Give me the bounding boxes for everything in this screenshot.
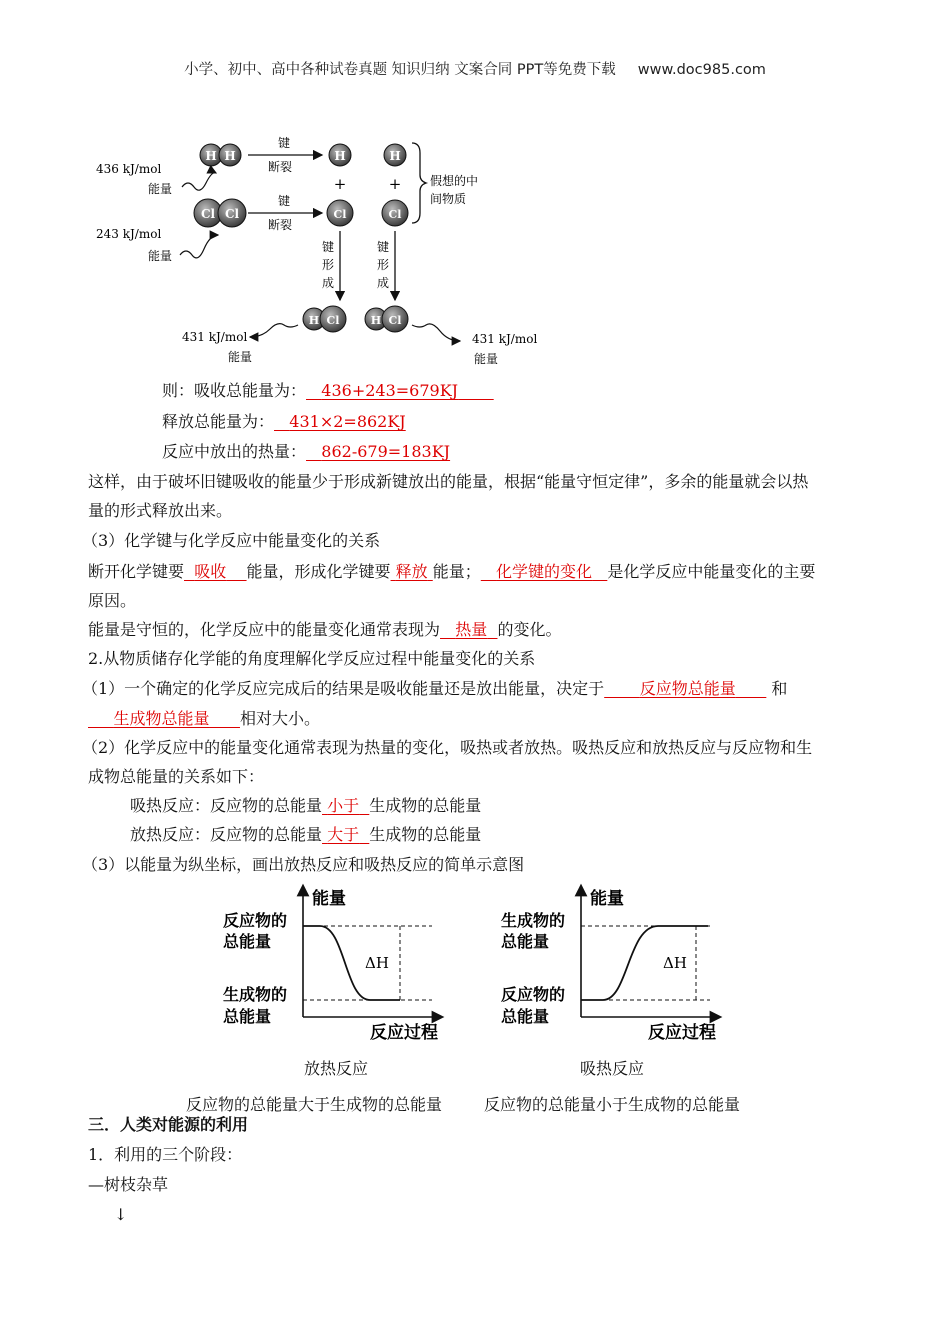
svg-text:H: H [308,314,320,327]
header-text: 小学、初中、高中各种试卷真题 知识归纳 文案合同 PPT等免费下载 [184,62,616,78]
svg-text:反应过程: 反应过程 [648,1023,716,1043]
s3-line1: 断开化学键要 吸收 能量，形成化学键要 释放 能量； 化学键的变化 是化学反应中能量变化的主要 [88,562,816,581]
svg-text:反应过程: 反应过程 [370,1023,438,1043]
svg-text:H: H [389,149,401,163]
svg-text:键: 键 [377,240,390,254]
answer-heat: 862-679=183KJ [321,442,451,461]
answer-absorb: 436+243=679KJ [321,381,459,400]
svg-text:H: H [370,314,382,327]
svg-text:间物质: 间物质 [430,192,467,206]
calc-absorb: 则：吸收总能量为： 436+243=679KJ [162,380,494,402]
q3-line: （3）以能量为纵坐标，画出放热反应和吸热反应的简单示意图 [82,855,525,874]
svg-text:键: 键 [322,240,335,254]
header-url[interactable]: www.doc985.com [637,62,766,78]
hcl-molecule-2 [365,306,408,332]
q1-line1: （1）一个确定的化学反应完成后的结果是吸收能量还是放出能量，决定于 反应物总能量 和 [82,679,788,698]
exo-line: 放热反应：反应物的总能量 大于 生成物的总能量 [130,825,482,844]
stage-1: —树枝杂草 [88,1175,169,1194]
svg-text:H: H [334,149,346,163]
energy-431-left: 431 kJ/mol [182,330,248,344]
svg-text:H: H [224,149,236,163]
svg-text:能量: 能量 [474,352,499,366]
svg-text:Cl: Cl [333,208,347,221]
section-3-item-1: 1．利用的三个阶段： [88,1145,243,1164]
page-header [0,58,950,79]
exo-desc: 反应物的总能量大于生成物的总能量 [186,1095,443,1114]
calc-release: 释放总能量为： 431×2=862KJ [162,412,406,431]
section-3-title: 三．人类对能源的利用 [88,1115,249,1134]
svg-text:形: 形 [322,258,335,272]
svg-text:形: 形 [377,258,390,272]
svg-text:假想的中: 假想的中 [430,174,479,188]
s2-title: 2.从物质储存化学能的角度理解化学反应过程中能量变化的关系 [88,649,536,668]
exo-caption: 放热反应 [304,1059,369,1078]
endo-caption: 吸热反应 [580,1059,645,1078]
energy-436-label: 436 kJ/mol [96,162,162,176]
q2-line1: （2）化学反应中的能量变化通常表现为热量的变化，吸热或者放热。吸热反应和放热反应与反应物和生 [82,738,813,757]
endothermic-graph [498,882,733,1047]
svg-text:ΔH: ΔH [663,954,687,972]
svg-text:能量: 能量 [590,889,624,909]
svg-text:Cl: Cl [388,314,402,327]
svg-text:+: + [333,175,347,193]
svg-text:总能量: 总能量 [501,1007,550,1026]
svg-text:生成物的: 生成物的 [501,911,566,930]
svg-text:+: + [388,175,402,193]
h2-molecule [200,144,241,166]
svg-text:能量: 能量 [148,182,173,196]
svg-text:H: H [205,149,217,163]
answer-release: 431×2=862KJ [289,412,406,431]
energy-431-right: 431 kJ/mol [472,332,538,346]
svg-text:生成物的: 生成物的 [223,985,288,1004]
svg-text:反应物的: 反应物的 [223,911,288,930]
s3-line3: 能量是守恒的，化学反应中的能量变化通常表现为 热量 的变化。 [88,620,562,639]
svg-text:成: 成 [377,276,390,290]
svg-text:成: 成 [322,276,335,290]
bond-energy-diagram [90,135,550,375]
hcl-molecule-1 [303,306,346,332]
svg-text:Cl: Cl [388,208,402,221]
svg-text:Cl: Cl [326,314,340,327]
svg-text:Cl: Cl [224,207,240,221]
svg-text:总能量: 总能量 [501,932,550,951]
svg-text:键: 键 [278,136,291,150]
svg-text:反应物的: 反应物的 [501,985,566,1004]
cl2-molecule [194,199,246,227]
svg-text:能量: 能量 [312,889,346,909]
svg-text:能量: 能量 [148,249,173,263]
endo-line: 吸热反应：反应物的总能量 小于 生成物的总能量 [130,796,482,815]
s3-line2: 原因。 [88,591,137,610]
para1-line2: 量的形式释放出来。 [88,501,233,520]
para1-line1: 这样，由于破坏旧键吸收的能量少于形成新键放出的能量，根据“能量守恒定律”，多余的能量就会以热 [88,472,809,491]
energy-243-label: 243 kJ/mol [96,227,162,241]
svg-text:能量: 能量 [228,350,253,364]
endo-desc: 反应物的总能量小于生成物的总能量 [484,1095,741,1114]
svg-text:总能量: 总能量 [223,932,272,951]
exothermic-graph [220,882,455,1047]
q2-line2: 成物总能量的关系如下： [88,767,265,786]
svg-text:断裂: 断裂 [268,218,293,232]
q1-line2: 生成物总能量 相对大小。 [113,709,320,728]
down-arrow-icon: ↓ [114,1205,128,1224]
svg-text:Cl: Cl [200,207,216,221]
svg-text:键: 键 [278,194,291,208]
svg-text:断裂: 断裂 [268,160,293,174]
s3-title: （3）化学键与化学反应中能量变化的关系 [82,531,381,550]
calc-heat: 反应中放出的热量： 862-679=183KJ [162,442,451,461]
svg-text:ΔH: ΔH [365,954,389,972]
svg-text:总能量: 总能量 [223,1007,272,1026]
